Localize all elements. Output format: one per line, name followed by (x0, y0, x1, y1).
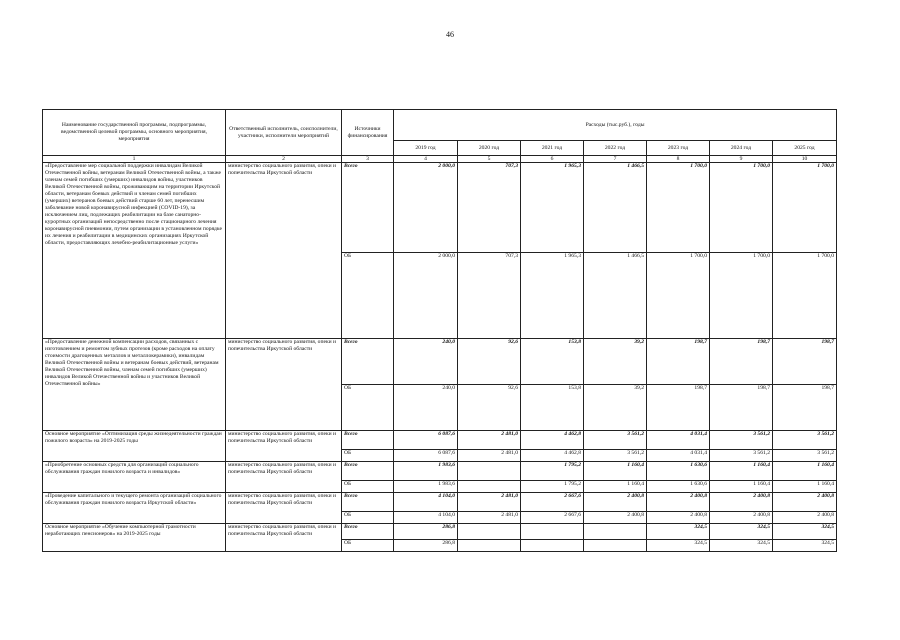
column-index: 3 (342, 156, 394, 163)
ob-value: 1 700,0 (710, 253, 773, 339)
ob-value: 39,2 (584, 385, 647, 431)
row-executor: министерство социального развития, опеки и попечительства Иркутской области (226, 431, 342, 462)
row-executor: министерство социального развития, опеки и попечительства Иркутской области (226, 493, 342, 524)
ob-value (521, 540, 584, 552)
ob-value: 1 983,6 (394, 481, 458, 493)
total-value: 3 561,2 (584, 431, 647, 450)
total-value: 2 000,0 (394, 163, 458, 253)
total-value: 1 160,4 (710, 462, 773, 481)
ob-value: 4 031,4 (647, 450, 710, 462)
total-value: 2 400,8 (647, 493, 710, 512)
header-year: 2022 год (584, 141, 647, 156)
header-year: 2024 год (710, 141, 773, 156)
total-value: 324,5 (710, 524, 773, 540)
ob-value (584, 540, 647, 552)
header-index-row (43, 156, 837, 163)
ob-value: 2 667,6 (521, 512, 584, 524)
ob-value: 6 087,6 (394, 450, 458, 462)
ob-value: 1 160,4 (710, 481, 773, 493)
ob-value: 1 160,4 (584, 481, 647, 493)
total-value: 1 466,5 (584, 163, 647, 253)
source-ob-label: ОБ (342, 385, 394, 431)
header-year: 2025 год (773, 141, 837, 156)
header-executor: Ответственный исполнитель, соисполнители, участники, исполнители мероприятий (226, 110, 342, 156)
table-row (43, 339, 837, 385)
ob-value: 1 700,0 (647, 253, 710, 339)
column-index: 1 (43, 156, 226, 163)
ob-value: 2 481,0 (458, 450, 521, 462)
source-total-label: Всего (342, 493, 394, 512)
ob-value: 198,7 (647, 385, 710, 431)
header-expenses: Расходы (тыс.руб.), годы (394, 110, 837, 141)
row-executor: министерство социального развития, опеки и попечительства Иркутской области (226, 462, 342, 493)
total-value: 4 462,8 (521, 431, 584, 450)
row-name: «Приобретение основных средств для организаций социального обслуживания граждан пожилого возраста и инвалидов» (43, 462, 226, 493)
column-index: 6 (521, 156, 584, 163)
total-value (521, 524, 584, 540)
total-value: 324,5 (647, 524, 710, 540)
total-value: 39,2 (584, 339, 647, 385)
row-name: Основное мероприятие «Оптимизация среды жизнедеятельности граждан пожилого возраста» на 2019-2025 годы (43, 431, 226, 462)
ob-value: 324,5 (710, 540, 773, 552)
row-executor: министерство социального развития, опеки и попечительства Иркутской области (226, 339, 342, 431)
total-value: 1 965,3 (521, 163, 584, 253)
ob-value: 2 000,0 (394, 253, 458, 339)
row-executor: министерство социального развития, опеки и попечительства Иркутской области (226, 163, 342, 339)
source-ob-label: ОБ (342, 450, 394, 462)
total-value: 1 160,4 (584, 462, 647, 481)
total-value: 1 983,6 (394, 462, 458, 481)
ob-value: 2 481,0 (458, 512, 521, 524)
table-row (43, 493, 837, 512)
source-total-label: Всего (342, 462, 394, 481)
table-row (43, 163, 837, 253)
total-value: 153,8 (521, 339, 584, 385)
table-row (43, 431, 837, 450)
column-index: 7 (584, 156, 647, 163)
table-row (43, 462, 837, 481)
source-total-label: Всего (342, 163, 394, 253)
column-index: 2 (226, 156, 342, 163)
ob-value: 2 400,8 (584, 512, 647, 524)
ob-value: 3 561,2 (773, 450, 837, 462)
row-name: «Предоставление денежной компенсации расходов, связанных с изготовлением и ремонтом зубных протезов (кроме расходов на оплату стоимости драгоценных металлов и металлокерамики), инвалидам Великой Отечественной войны и ветеранам боевых действий, ветеранам Великой Отечественной войны, членам семей погибших (умерших) инвалидов Великой Отечественной войны и участников Великой Отечественной войны» (43, 339, 226, 431)
row-name: «Предоставление мер социальной поддержки инвалидам Великой Отечественной войны, ветеранам Великой Отечественной войны, а также членам семей погибших (умерших) инвалидов войны, участников Великой Отечественной войны, проживающим на территории Иркутской области, ветеранам боевых действий и членам семей погибших (умерших) ветеранов боевых действий старше 60 лет, перенесшим заболевание новой коронавирусной инфекцией (COVID-19), за исключением лиц, подлежащих реабилитации на базе санаторно-курортных организаций непосредственно после стационарного лечения коронавирусной пневмонии, путем организации в установленном порядке их лечения и реабилитации в медицинских организациях Иркутской области, предоставляющих лечебно-реабилитационные услуги» (43, 163, 226, 339)
total-value: 1 630,6 (647, 462, 710, 481)
ob-value: 707,3 (458, 253, 521, 339)
source-total-label: Всего (342, 524, 394, 540)
total-value: 6 087,6 (394, 431, 458, 450)
header-year: 2020 год (458, 141, 521, 156)
total-value: 2 667,6 (521, 493, 584, 512)
row-executor: министерство социального развития, опеки и попечительства Иркутской области (226, 524, 342, 552)
total-value: 324,5 (773, 524, 837, 540)
ob-value: 1 700,0 (773, 253, 837, 339)
ob-value: 1 630,6 (647, 481, 710, 493)
ob-value: 2 400,8 (773, 512, 837, 524)
column-index: 9 (710, 156, 773, 163)
total-value: 3 561,2 (710, 431, 773, 450)
total-value: 286,8 (394, 524, 458, 540)
header-year: 2023 год (647, 141, 710, 156)
ob-value: 198,7 (773, 385, 837, 431)
budget-table (42, 109, 837, 552)
ob-value (458, 540, 521, 552)
ob-value: 153,8 (521, 385, 584, 431)
total-value: 1 700,0 (647, 163, 710, 253)
total-value: 2 481,0 (458, 431, 521, 450)
total-value: 240,0 (394, 339, 458, 385)
source-ob-label: ОБ (342, 481, 394, 493)
total-value: 1 795,2 (521, 462, 584, 481)
source-total-label: Всего (342, 339, 394, 385)
row-name: «Проведение капитального и текущего ремонта организаций социального обслуживания граждан пожилого возраста Иркутской области» (43, 493, 226, 524)
header-year: 2019 год (394, 141, 458, 156)
table-body (43, 163, 837, 552)
ob-value: 1 795,2 (521, 481, 584, 493)
source-ob-label: ОБ (342, 512, 394, 524)
total-value: 198,7 (773, 339, 837, 385)
ob-value: 1 466,5 (584, 253, 647, 339)
total-value (458, 462, 521, 481)
total-value: 1 700,0 (773, 163, 837, 253)
total-value: 2 400,8 (710, 493, 773, 512)
ob-value: 4 462,8 (521, 450, 584, 462)
header-name: Наименование государственной программы, подпрограммы, ведомственной целевой программы, основного мероприятия, мероприятия (43, 110, 226, 156)
ob-value: 2 400,8 (647, 512, 710, 524)
header-year: 2021 год (521, 141, 584, 156)
total-value: 2 400,8 (773, 493, 837, 512)
ob-value: 286,8 (394, 540, 458, 552)
total-value (458, 524, 521, 540)
ob-value: 92,6 (458, 385, 521, 431)
ob-value: 240,0 (394, 385, 458, 431)
total-value: 92,6 (458, 339, 521, 385)
ob-value (458, 481, 521, 493)
ob-value: 324,5 (647, 540, 710, 552)
total-value: 2 481,0 (458, 493, 521, 512)
total-value: 198,7 (710, 339, 773, 385)
total-value: 198,7 (647, 339, 710, 385)
header-source: Источники финансирования (342, 110, 394, 156)
ob-value: 2 400,8 (710, 512, 773, 524)
source-ob-label: ОБ (342, 253, 394, 339)
column-index: 4 (394, 156, 458, 163)
total-value: 4 104,0 (394, 493, 458, 512)
total-value: 1 160,4 (773, 462, 837, 481)
total-value: 707,3 (458, 163, 521, 253)
total-value: 4 031,4 (647, 431, 710, 450)
ob-value: 1 160,4 (773, 481, 837, 493)
total-value: 3 561,2 (773, 431, 837, 450)
ob-value: 1 965,3 (521, 253, 584, 339)
ob-value: 324,5 (773, 540, 837, 552)
column-index: 8 (647, 156, 710, 163)
row-name: Основное мероприятие «Обучение компьютерной грамотности неработающих пенсионеров» на 2019-2025 годы (43, 524, 226, 552)
total-value: 2 400,8 (584, 493, 647, 512)
source-total-label: Всего (342, 431, 394, 450)
column-index: 10 (773, 156, 837, 163)
ob-value: 3 561,2 (584, 450, 647, 462)
table-row (43, 524, 837, 540)
page-number: 46 (446, 30, 454, 39)
total-value (584, 524, 647, 540)
ob-value: 198,7 (710, 385, 773, 431)
total-value: 1 700,0 (710, 163, 773, 253)
ob-value: 4 104,0 (394, 512, 458, 524)
column-index: 5 (458, 156, 521, 163)
ob-value: 3 561,2 (710, 450, 773, 462)
source-ob-label: ОБ (342, 540, 394, 552)
